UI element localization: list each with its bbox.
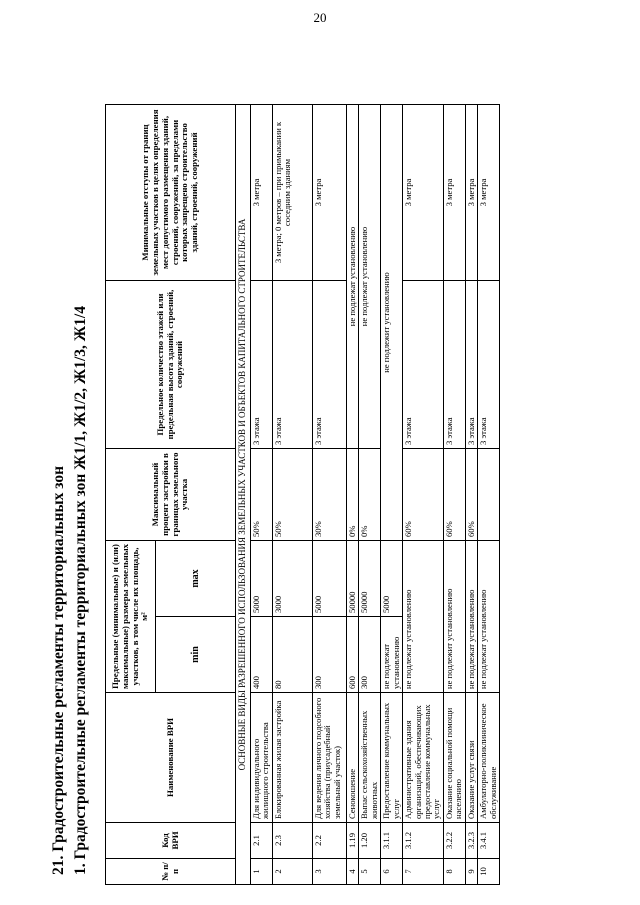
cell-name: Предоставление коммунальных услуг (381, 693, 403, 823)
cell-name: Оказание социальной помощи населению (443, 693, 465, 823)
cell-code: 3.2.2 (443, 823, 465, 859)
cell-num: 6 (381, 859, 403, 885)
cell-name: Для ведения личного подсобного хозяйства (приусадебный земельный участок) (312, 693, 346, 823)
cell-code: 2.3 (272, 823, 312, 859)
header-max: max (156, 541, 236, 617)
cell-percent: 60% (465, 449, 477, 541)
cell-setback: 3 метра (478, 105, 500, 281)
cell-min: 80 (272, 617, 312, 693)
cell-num: 1 (250, 859, 272, 885)
table-row (312, 105, 346, 885)
cell-max: 5000 (312, 541, 346, 617)
cell-percent: 0% (346, 449, 358, 541)
cell-setback: 3 метра (250, 105, 272, 281)
cell-floors: 3 этажа (443, 281, 465, 449)
table-row (346, 105, 358, 885)
cell-percent: 60% (443, 449, 465, 541)
cell-floors: 3 этажа (403, 281, 444, 449)
cell-percent: 50% (272, 449, 312, 541)
cell-code: 3.2.3 (465, 823, 477, 859)
table-row (250, 105, 272, 885)
cell-max: 50000 (346, 541, 358, 617)
table-row (478, 105, 500, 885)
header-percent: Максимальный процент застройки в границах земельного участка (106, 449, 236, 541)
cell-code: 1.20 (359, 823, 381, 859)
cell-code: 3.1.1 (381, 823, 403, 859)
cell-setback: 3 метра (443, 105, 465, 281)
header-size-group: Предельные (минимальные) и (или) максимальные) размеры земельных участков, в том числе их площадь, м² (106, 541, 156, 693)
cell-num: 10 (478, 859, 500, 885)
cell-max: 50000 (359, 541, 381, 617)
table-row (272, 105, 312, 885)
cell-setback: 3 метра (312, 105, 346, 281)
cell-rest: не подлежит установлению (381, 105, 403, 541)
subsection-heading: 1. Градостроительные регламенты территориальных зон Ж1/1, Ж1/2, Ж1/3, Ж1/4 (72, 306, 89, 875)
cell-floors: 3 этажа (465, 281, 477, 449)
table-row (465, 105, 477, 885)
cell-name: Оказание услуг связи (465, 693, 477, 823)
cell-name: Для индивидуального жилищного строительства (250, 693, 272, 823)
cell-num: 2 (272, 859, 312, 885)
section-title-row: ОСНОВНЫЕ ВИДЫ РАЗРЕШЕННОГО ИСПОЛЬЗОВАНИЯ ЗЕМЕЛЬНЫХ УЧАСТКОВ И ОБЪЕКТОВ КАПИТАЛЬНОГО СТРОИТЕЛЬСТВА (236, 105, 251, 885)
header-name: Наименование ВРИ (106, 693, 236, 823)
table-row (443, 105, 465, 885)
cell-name: Выпас сельскохозяйственных животных (359, 693, 381, 823)
header-code: Код ВРИ (106, 823, 236, 859)
cell-percent: 60% (403, 449, 444, 541)
header-floors: Предельное количество этажей или предельная высота зданий, строений, сооружений (106, 281, 236, 449)
table-row (403, 105, 444, 885)
cell-num: 9 (465, 859, 477, 885)
rotated-page-content (50, 25, 580, 885)
cell-floors: 3 этажа (312, 281, 346, 449)
cell-floors: 3 этажа (478, 281, 500, 449)
cell-percent (478, 449, 500, 541)
cell-setback: 3 метра (465, 105, 477, 281)
cell-num: 4 (346, 859, 358, 885)
header-min: min (156, 617, 236, 693)
cell-percent: 30% (312, 449, 346, 541)
table-row (359, 105, 381, 885)
cell-code: 2.1 (250, 823, 272, 859)
cell-name: Амбулаторно-поликлиническое обслуживание (478, 693, 500, 823)
cell-floors-setback: не подлежат установлению (346, 105, 358, 449)
cell-code: 3.1.2 (403, 823, 444, 859)
cell-max: 5000 (250, 541, 272, 617)
header-num: № п/п (106, 859, 236, 885)
header-setback: Минимальные отступы от границ земельных участков в целях определения мест допустимого размещения зданий, строений, сооружений, за пределами которых запрещено строительство зданий, строений, сооружений (106, 105, 236, 281)
cell-floors-setback: не подлежат установлению (359, 105, 381, 449)
cell-max: 5000 (381, 541, 403, 617)
cell-minmax: не подлежат установлению (478, 541, 500, 693)
cell-floors: 3 этажа (250, 281, 272, 449)
cell-min: не подлежат установлению (381, 617, 403, 693)
cell-percent: 50% (250, 449, 272, 541)
cell-minmax: не подлежат установлению (403, 541, 444, 693)
cell-min: 300 (312, 617, 346, 693)
cell-minmax: не подлежит установлению (443, 541, 465, 693)
cell-num: 3 (312, 859, 346, 885)
cell-setback: 3 метра (403, 105, 444, 281)
cell-min: 300 (359, 617, 381, 693)
cell-num: 5 (359, 859, 381, 885)
table-row (381, 105, 403, 885)
cell-minmax: не подлежат установлению (465, 541, 477, 693)
cell-code: 2.2 (312, 823, 346, 859)
cell-percent: 0% (359, 449, 381, 541)
cell-code: 1.19 (346, 823, 358, 859)
cell-floors: 3 этажа (272, 281, 312, 449)
page-number: 20 (313, 10, 327, 25)
section-heading: 21. Градостроительные регламенты территориальных зон (50, 465, 67, 875)
cell-name: Административные здания организаций, обеспечивающих предоставление коммунальных услуг (403, 693, 444, 823)
cell-min: 600 (346, 617, 358, 693)
cell-setback: 3 метра; 0 метров – при примыкании к соседним зданиям (272, 105, 312, 281)
cell-name: Блокированная жилая застройка (272, 693, 312, 823)
regulations-table (105, 104, 500, 885)
cell-name: Сенокошение (346, 693, 358, 823)
cell-max: 3000 (272, 541, 312, 617)
cell-code: 3.4.1 (478, 823, 500, 859)
cell-min: 400 (250, 617, 272, 693)
cell-num: 8 (443, 859, 465, 885)
cell-num: 7 (403, 859, 444, 885)
